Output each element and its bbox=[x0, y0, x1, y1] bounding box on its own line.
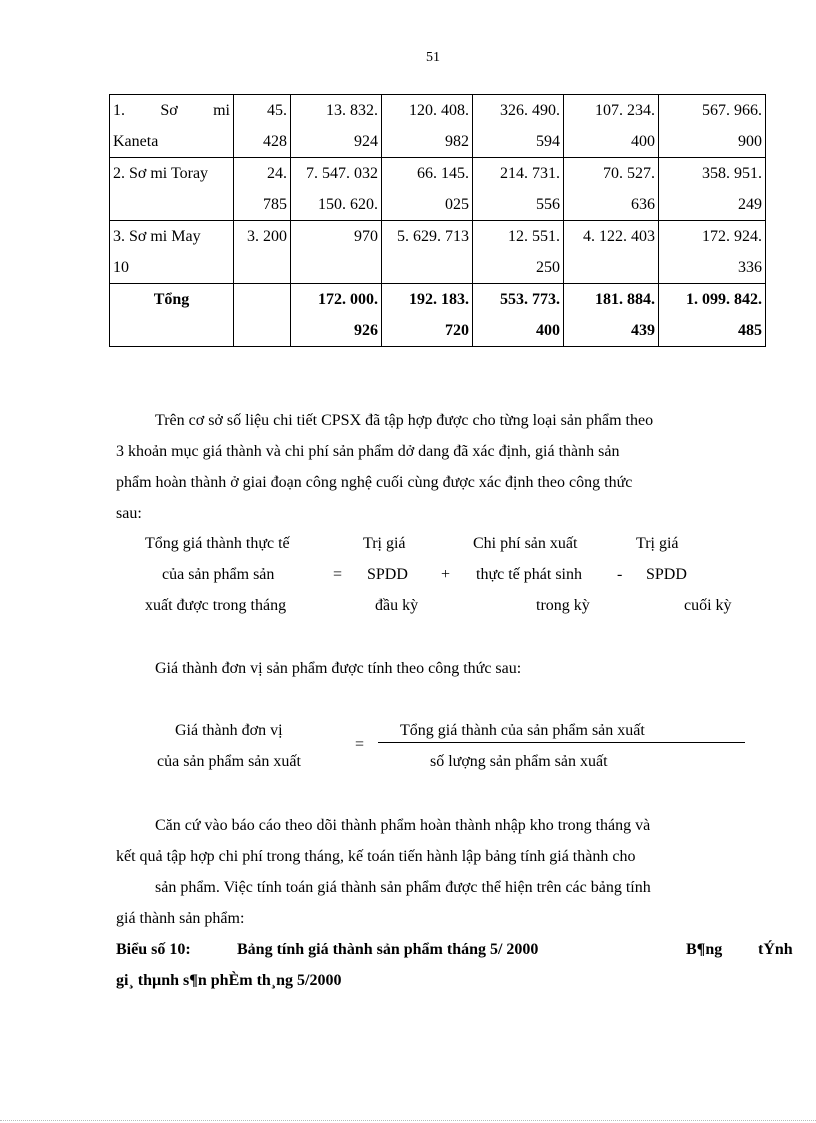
cell-value: 66. 145. bbox=[417, 165, 469, 182]
value-cell bbox=[382, 221, 473, 284]
cell-value: 982 bbox=[445, 133, 469, 150]
cell-value: 12. 551. bbox=[508, 228, 560, 245]
cell-value: 025 bbox=[445, 196, 469, 213]
product-name-cell bbox=[110, 95, 234, 158]
total-label: Tổng bbox=[153, 291, 190, 308]
fraction-denominator: số lượng sản phẩm sản xuất bbox=[430, 753, 608, 770]
cost-table bbox=[109, 94, 766, 347]
cell-value: 120. 408. bbox=[409, 102, 469, 119]
page-bottom-rule bbox=[0, 1120, 816, 1121]
cell-value: 400 bbox=[631, 133, 655, 150]
value-cell bbox=[291, 221, 382, 284]
table-caption-title: Bảng tính giá thành sản phẩm tháng 5/ 2000 bbox=[237, 941, 539, 958]
cell-value: 926 bbox=[354, 322, 378, 339]
cell-value: 3. 200 bbox=[247, 228, 287, 245]
formula-term: SPDD bbox=[367, 566, 408, 583]
paragraph-line: sản phẩm. Việc tính toán giá thành sản phẩm được thể hiện trên các bảng tính bbox=[155, 879, 651, 896]
value-cell bbox=[659, 95, 766, 158]
qty-cell bbox=[234, 221, 291, 284]
cell-value: 567. 966. bbox=[702, 102, 762, 119]
cell-value: 326. 490. bbox=[500, 102, 560, 119]
cell-value: 636 bbox=[631, 196, 655, 213]
total-cell bbox=[382, 284, 473, 347]
cell-value: 45. bbox=[267, 102, 287, 119]
cell-value: 250 bbox=[536, 259, 560, 276]
page-number: 51 bbox=[426, 50, 440, 65]
paragraph-line: phẩm hoàn thành ở giai đoạn công nghệ cuối cùng được xác định theo công thức bbox=[116, 474, 633, 491]
cell-value: 336 bbox=[738, 259, 762, 276]
paragraph-line: Giá thành đơn vị sản phẩm được tính theo công thức sau: bbox=[155, 660, 522, 677]
total-label-cell bbox=[110, 284, 234, 347]
formula-lhs: của sản phẩm sản bbox=[162, 566, 275, 583]
table-row bbox=[110, 221, 766, 284]
table-total-row bbox=[110, 284, 766, 347]
cell-value: 400 bbox=[536, 322, 560, 339]
value-cell bbox=[659, 158, 766, 221]
cell-value: 553. 773. bbox=[500, 291, 560, 308]
formula-lhs: Tổng giá thành thực tế bbox=[145, 535, 290, 552]
qty-cell bbox=[234, 95, 291, 158]
table-row bbox=[110, 158, 766, 221]
cell-value: 594 bbox=[536, 133, 560, 150]
product-name-word: mi bbox=[213, 102, 230, 119]
fraction-bar bbox=[378, 742, 745, 743]
fraction-numerator: Tổng giá thành của sản phẩm sản xuất bbox=[400, 722, 645, 739]
equals-sign: = bbox=[355, 736, 365, 753]
formula-term: đầu kỳ bbox=[375, 597, 419, 614]
table-row bbox=[110, 95, 766, 158]
formula-lhs: Giá thành đơn vị bbox=[175, 722, 283, 739]
cell-value: 249 bbox=[738, 196, 762, 213]
cell-value: 5. 629. 713 bbox=[397, 228, 469, 245]
equals-sign: = bbox=[333, 566, 343, 583]
cell-value: 192. 183. bbox=[409, 291, 469, 308]
value-cell bbox=[473, 158, 564, 221]
total-cell bbox=[473, 284, 564, 347]
value-cell bbox=[564, 221, 659, 284]
formula-term: Trị giá bbox=[363, 535, 406, 552]
total-cell bbox=[659, 284, 766, 347]
minus-sign: - bbox=[617, 566, 623, 583]
formula-term: cuối kỳ bbox=[684, 597, 732, 614]
value-cell bbox=[564, 95, 659, 158]
value-cell bbox=[382, 95, 473, 158]
cell-value: 924 bbox=[354, 133, 378, 150]
paragraph-line: Trên cơ sở số liệu chi tiết CPSX đã tập hợp được cho từng loại sản phẩm theo bbox=[155, 412, 654, 429]
cell-value: 150. 620. bbox=[318, 196, 378, 213]
cell-value: 785 bbox=[263, 196, 287, 213]
formula-term: Chi phí sản xuất bbox=[473, 535, 578, 552]
cell-value: 556 bbox=[536, 196, 560, 213]
cell-value: 172. 924. bbox=[702, 228, 762, 245]
cell-value: 181. 884. bbox=[595, 291, 655, 308]
plus-sign: + bbox=[441, 566, 451, 583]
value-cell bbox=[291, 95, 382, 158]
cell-value: 900 bbox=[738, 133, 762, 150]
paragraph-line: kết quả tập hợp chi phí trong tháng, kế toán tiến hành lập bảng tính giá thành cho bbox=[116, 848, 636, 865]
cell-value: 70. 527. bbox=[603, 165, 655, 182]
cell-value: 13. 832. bbox=[326, 102, 378, 119]
product-name-cell bbox=[110, 158, 234, 221]
cell-value: 214. 731. bbox=[500, 165, 560, 182]
total-cell bbox=[564, 284, 659, 347]
cell-value: 7. 547. 032 bbox=[306, 165, 378, 182]
cell-value: 439 bbox=[631, 322, 655, 339]
formula-lhs: xuất được trong tháng bbox=[145, 597, 287, 614]
product-name-word: Sơ bbox=[160, 102, 178, 119]
paragraph-line: Căn cứ vào báo cáo theo dõi thành phẩm hoàn thành nhập kho trong tháng và bbox=[155, 817, 651, 834]
formula-term: trong kỳ bbox=[536, 597, 590, 614]
garbled-text: B¶ng bbox=[686, 941, 723, 958]
cell-value: 485 bbox=[738, 322, 762, 339]
value-cell bbox=[659, 221, 766, 284]
product-name-cont: 10 bbox=[113, 259, 129, 276]
qty-cell bbox=[234, 158, 291, 221]
cell-value: 428 bbox=[263, 133, 287, 150]
formula-term: Trị giá bbox=[636, 535, 679, 552]
table-caption-label: Biểu số 10: bbox=[116, 941, 191, 958]
cell-value: 172. 000. bbox=[318, 291, 378, 308]
formula-lhs: của sản phẩm sản xuất bbox=[157, 753, 301, 770]
garbled-text: tÝnh bbox=[758, 941, 793, 958]
value-cell bbox=[564, 158, 659, 221]
cell-value: 24. bbox=[267, 165, 287, 182]
formula-term: SPDD bbox=[646, 566, 687, 583]
cell-value: 970 bbox=[354, 228, 378, 245]
cell-value: 358. 951. bbox=[702, 165, 762, 182]
total-cell bbox=[291, 284, 382, 347]
cell-value: 1. 099. 842. bbox=[686, 291, 762, 308]
product-name: 3. Sơ mi May bbox=[113, 228, 201, 245]
value-cell bbox=[291, 158, 382, 221]
product-name: 2. Sơ mi Toray bbox=[113, 165, 209, 182]
value-cell bbox=[473, 221, 564, 284]
product-name-word: 1. bbox=[113, 102, 125, 119]
cell-value: 4. 122. 403 bbox=[583, 228, 655, 245]
paragraph-line: giá thành sản phẩm: bbox=[116, 910, 245, 927]
cell-value: 720 bbox=[445, 322, 469, 339]
paragraph-line: 3 khoản mục giá thành và chi phí sản phẩm dở dang đã xác định, giá thành sản bbox=[116, 443, 620, 460]
formula-term: thực tế phát sinh bbox=[476, 566, 582, 583]
product-name-cont: Kaneta bbox=[113, 133, 159, 150]
product-name-cell bbox=[110, 221, 234, 284]
value-cell bbox=[473, 95, 564, 158]
empty-cell bbox=[234, 284, 291, 347]
value-cell bbox=[382, 158, 473, 221]
garbled-text: gi¸ thµnh s¶n phÈm th¸ng 5/2000 bbox=[116, 972, 342, 989]
cell-value: 107. 234. bbox=[595, 102, 655, 119]
paragraph-line: sau: bbox=[116, 505, 142, 522]
